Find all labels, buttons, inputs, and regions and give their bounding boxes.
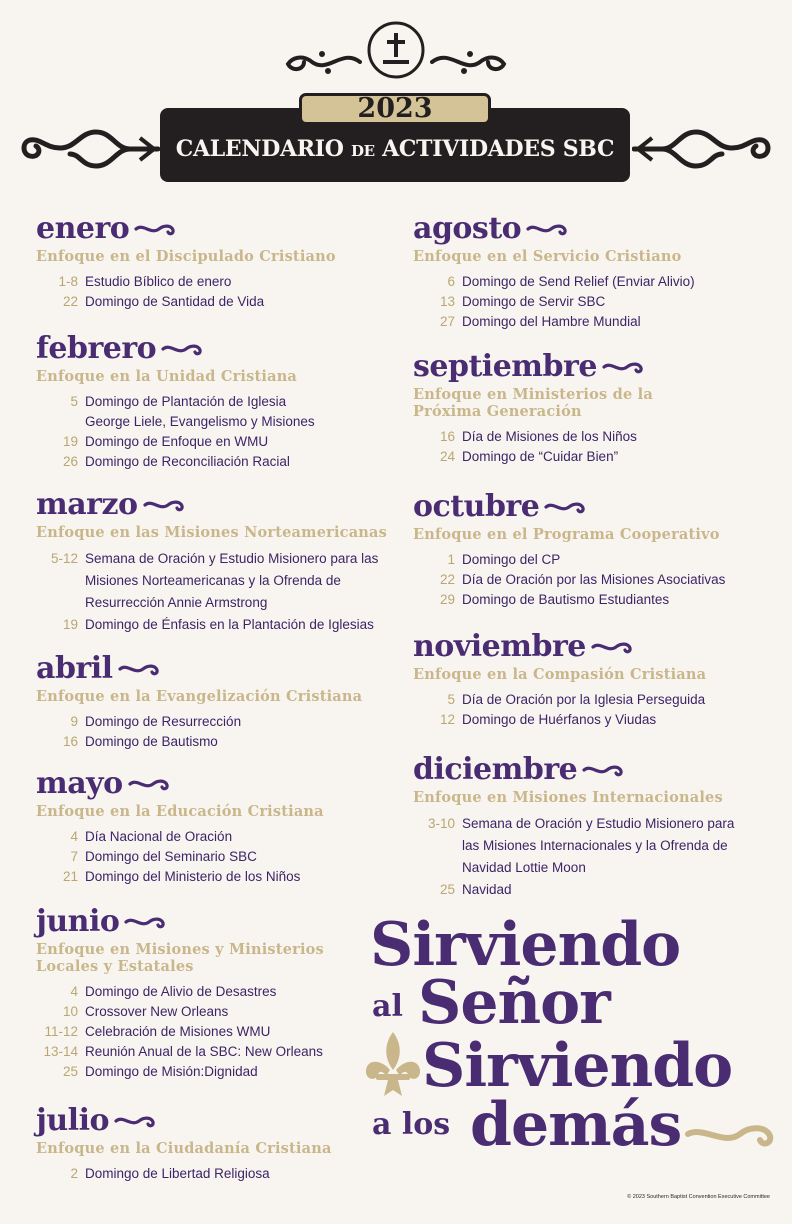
month-focus: Enfoque en Ministerios de la bbox=[413, 386, 653, 403]
month-name: julio bbox=[36, 1103, 109, 1138]
left-flourish-icon bbox=[20, 124, 160, 174]
copyright: © 2023 Southern Baptist Convention Executive Committee bbox=[627, 1194, 770, 1200]
month-name: abril bbox=[36, 651, 113, 686]
month-focus: Próxima Generación bbox=[413, 403, 582, 420]
event-date: 25 bbox=[62, 1064, 78, 1079]
month-swirl-icon bbox=[113, 1112, 157, 1132]
event-date: 12 bbox=[439, 712, 455, 727]
event-title: Domingo de Resurrección bbox=[85, 714, 242, 729]
event-title: Domingo de Bautismo Estudiantes bbox=[462, 592, 670, 607]
year-plaque bbox=[299, 93, 491, 125]
month-name: septiembre bbox=[413, 349, 597, 384]
month-swirl-icon bbox=[601, 358, 645, 378]
month-swirl-icon bbox=[590, 638, 634, 658]
month-swirl-icon bbox=[525, 220, 569, 240]
event-date: 22 bbox=[439, 572, 455, 587]
event-title: Reunión Anual de la SBC: New Orleans bbox=[85, 1044, 323, 1059]
month-swirl-icon bbox=[543, 498, 587, 518]
month-swirl-icon bbox=[160, 340, 204, 360]
month-focus: Enfoque en el Servicio Cristiano bbox=[413, 248, 682, 265]
slogan-line-2a: al bbox=[372, 989, 403, 1024]
event-date: 13 bbox=[439, 294, 455, 309]
slogan-swirl-icon bbox=[684, 1118, 776, 1152]
event-date: 2 bbox=[70, 1166, 78, 1181]
event-title: Día de Oración por las Misiones Asociativas bbox=[462, 572, 726, 587]
cross-emblem-icon bbox=[366, 20, 426, 80]
event-date: 19 bbox=[62, 434, 78, 449]
event-date: 3-10 bbox=[427, 816, 455, 831]
event-title: Semana de Oración y Estudio Misionero para las Misiones Norteamericanas y la Ofrenda de Resurrección Annie Armstrong bbox=[85, 551, 379, 610]
slogan-line-2b: Señor bbox=[418, 968, 610, 1038]
event-date: 1-8 bbox=[58, 274, 78, 289]
month-focus: Enfoque en la Compasión Cristiana bbox=[413, 666, 707, 683]
event-title: Celebración de Misiones WMU bbox=[85, 1024, 271, 1039]
event-date: 6 bbox=[447, 274, 455, 289]
event-title: Domingo del CP bbox=[462, 552, 561, 567]
month-name: mayo bbox=[36, 766, 123, 801]
event-title: Domingo de Servir SBC bbox=[462, 294, 606, 309]
event-title: Domingo de Huérfanos y Viudas bbox=[462, 712, 657, 727]
month-focus: Enfoque en la Educación Cristiana bbox=[36, 803, 324, 820]
month-focus: Enfoque en Misiones y Ministerios bbox=[36, 941, 324, 958]
event-date: 16 bbox=[62, 734, 78, 749]
event-title: Día de Oración por la Iglesia Perseguida bbox=[462, 692, 706, 707]
month-focus: Enfoque en la Ciudadanía Cristiana bbox=[36, 1140, 332, 1157]
event-title: Crossover New Orleans bbox=[85, 1004, 229, 1019]
slogan-line-3: Sirviendo bbox=[422, 1031, 733, 1101]
slogan-line-4b: demás bbox=[470, 1090, 682, 1160]
month-name: octubre bbox=[413, 489, 540, 524]
event-title: Domingo de Alivio de Desastres bbox=[85, 984, 277, 999]
month-focus: Enfoque en el Programa Cooperativo bbox=[413, 526, 720, 543]
month-name: agosto bbox=[413, 211, 522, 246]
slogan-line-1: Sirviendo bbox=[370, 910, 681, 980]
event-date: 5 bbox=[70, 394, 78, 409]
event-date: 16 bbox=[439, 429, 455, 444]
month-swirl-icon bbox=[123, 913, 167, 933]
top-left-flourish-icon bbox=[282, 44, 362, 80]
right-flourish-icon bbox=[632, 124, 772, 174]
event-date: 9 bbox=[70, 714, 78, 729]
event-date: 11-12 bbox=[44, 1024, 78, 1039]
event-title: Semana de Oración y Estudio Misionero para las Misiones Internacionales y la Ofrenda de Navidad Lottie Moon bbox=[462, 816, 735, 875]
month-focus: Enfoque en la Evangelización Cristiana bbox=[36, 688, 363, 705]
month-name: junio bbox=[36, 904, 120, 939]
event-date: 29 bbox=[439, 592, 455, 607]
event-date: 26 bbox=[62, 454, 78, 469]
event-date: 22 bbox=[62, 294, 78, 309]
month-focus: Enfoque en el Discipulado Cristiano bbox=[36, 248, 336, 265]
event-title: Domingo de Plantación de Iglesia George Liele, Evangelismo y Misiones bbox=[85, 394, 315, 429]
event-date: 27 bbox=[439, 314, 455, 329]
month-name: enero bbox=[36, 211, 130, 246]
month-name: marzo bbox=[36, 487, 138, 522]
event-title: Domingo de Send Relief (Enviar Alivio) bbox=[462, 274, 695, 289]
event-title: Domingo de Reconciliación Racial bbox=[85, 454, 290, 469]
month-swirl-icon bbox=[133, 220, 177, 240]
event-date: 7 bbox=[70, 849, 78, 864]
event-date: 1 bbox=[447, 552, 455, 567]
event-title: Domingo del Hambre Mundial bbox=[462, 314, 641, 329]
event-title: Domingo de Libertad Religiosa bbox=[85, 1166, 270, 1181]
month-focus: Enfoque en la Unidad Cristiana bbox=[36, 368, 298, 385]
event-date: 5 bbox=[447, 692, 455, 707]
event-title: Domingo de Bautismo bbox=[85, 734, 218, 749]
event-title: Estudio Bíblico de enero bbox=[85, 274, 232, 289]
event-date: 4 bbox=[70, 829, 78, 844]
event-date: 4 bbox=[70, 984, 78, 999]
event-title: Día de Misiones de los Niños bbox=[462, 429, 637, 444]
event-title: Domingo del Seminario SBC bbox=[85, 849, 257, 864]
event-date: 5-12 bbox=[50, 551, 78, 566]
year: 2023 bbox=[357, 93, 433, 124]
event-title: Domingo de Énfasis en la Plantación de Iglesias bbox=[85, 617, 374, 632]
event-date: 19 bbox=[62, 617, 78, 632]
event-date: 25 bbox=[439, 882, 455, 897]
event-date: 21 bbox=[62, 869, 78, 884]
event-title: Navidad bbox=[462, 882, 512, 897]
month-name: noviembre bbox=[413, 629, 586, 664]
page-title: CALENDARIO DE ACTIVIDADES SBC bbox=[175, 136, 615, 162]
header bbox=[0, 0, 792, 195]
month-swirl-icon bbox=[142, 496, 186, 516]
month-focus: Enfoque en Misiones Internacionales bbox=[413, 789, 723, 806]
month-name: febrero bbox=[36, 331, 157, 366]
top-right-flourish-icon bbox=[430, 44, 510, 80]
fleur-de-lis-icon bbox=[362, 1030, 424, 1098]
event-title: Domingo de “Cuidar Bien” bbox=[462, 449, 619, 464]
month-focus: Locales y Estatales bbox=[36, 958, 194, 975]
event-date: 10 bbox=[62, 1004, 78, 1019]
event-title: Domingo del Ministerio de los Niños bbox=[85, 869, 301, 884]
month-name: diciembre bbox=[413, 752, 578, 787]
month-swirl-icon bbox=[127, 775, 171, 795]
event-date: 24 bbox=[439, 449, 455, 464]
event-date: 13-14 bbox=[43, 1044, 78, 1059]
month-swirl-icon bbox=[117, 660, 161, 680]
event-title: Domingo de Santidad de Vida bbox=[85, 294, 265, 309]
event-title: Domingo de Misión:Dignidad bbox=[85, 1064, 258, 1079]
event-title: Día Nacional de Oración bbox=[85, 829, 233, 844]
slogan-line-4a: a los bbox=[372, 1107, 451, 1142]
month-focus: Enfoque en las Misiones Norteamericanas bbox=[36, 524, 387, 541]
event-title: Domingo de Enfoque en WMU bbox=[85, 434, 269, 449]
month-swirl-icon bbox=[581, 761, 625, 781]
